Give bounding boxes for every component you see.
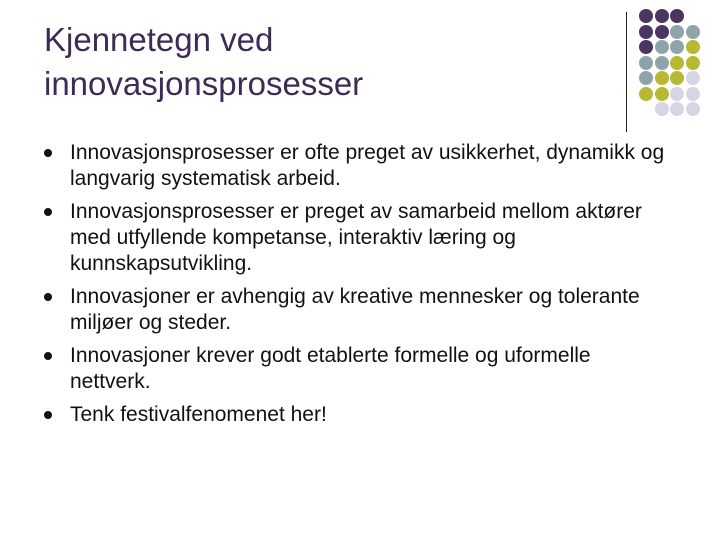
decorative-dot <box>639 71 653 85</box>
decorative-dot <box>639 25 653 39</box>
bullet-text: Innovasjoner er avhengig av kreative mennesker og tolerante miljøer og steder. <box>70 285 640 334</box>
bullet-dot-icon <box>44 352 52 360</box>
decorative-dot <box>686 87 700 101</box>
bullet-item <box>44 284 674 336</box>
decorative-dot <box>670 25 684 39</box>
decorative-dot <box>686 40 700 54</box>
slide-title <box>44 18 604 106</box>
bullet-item <box>44 199 674 277</box>
decorative-dot <box>670 56 684 70</box>
decorative-dot-grid <box>639 9 719 119</box>
decorative-dot <box>655 25 669 39</box>
decorative-dot <box>686 56 700 70</box>
decorative-dot <box>639 87 653 101</box>
decorative-dot <box>670 40 684 54</box>
decorative-dot <box>686 102 700 116</box>
decorative-dot <box>655 56 669 70</box>
decorative-divider <box>626 12 627 132</box>
bullet-dot-icon <box>44 149 52 157</box>
bullet-item <box>44 402 674 428</box>
decorative-dot <box>639 40 653 54</box>
bullet-dot-icon <box>44 411 52 419</box>
bullet-dot-icon <box>44 293 52 301</box>
bullet-text: Innovasjonsprosesser er ofte preget av usikkerhet, dynamikk og langvarig systematisk arbeid. <box>70 141 665 190</box>
bullet-item <box>44 343 674 395</box>
bullet-text: Tenk festivalfenomenet her! <box>70 403 327 426</box>
decorative-dot <box>639 56 653 70</box>
decorative-dot <box>670 87 684 101</box>
decorative-dot <box>670 9 684 23</box>
bullet-list <box>44 140 674 435</box>
decorative-dot <box>670 71 684 85</box>
decorative-dot <box>686 25 700 39</box>
bullet-dot-icon <box>44 208 52 216</box>
title-line-2: innovasjonsprosesser <box>44 65 364 102</box>
bullet-text: Innovasjonsprosesser er preget av samarbeid mellom aktører med utfyllende kompetanse, interaktiv læring og kunnskapsutvikling. <box>70 200 642 275</box>
decorative-dot <box>686 71 700 85</box>
bullet-text: Innovasjoner krever godt etablerte formelle og uformelle nettverk. <box>70 344 591 393</box>
decorative-dot <box>655 102 669 116</box>
decorative-dot <box>670 102 684 116</box>
decorative-dot <box>655 71 669 85</box>
title-line-1: Kjennetegn ved <box>44 21 274 58</box>
decorative-dot <box>655 87 669 101</box>
bullet-item <box>44 140 674 192</box>
decorative-dot <box>655 40 669 54</box>
decorative-dot <box>639 9 653 23</box>
decorative-dot <box>655 9 669 23</box>
